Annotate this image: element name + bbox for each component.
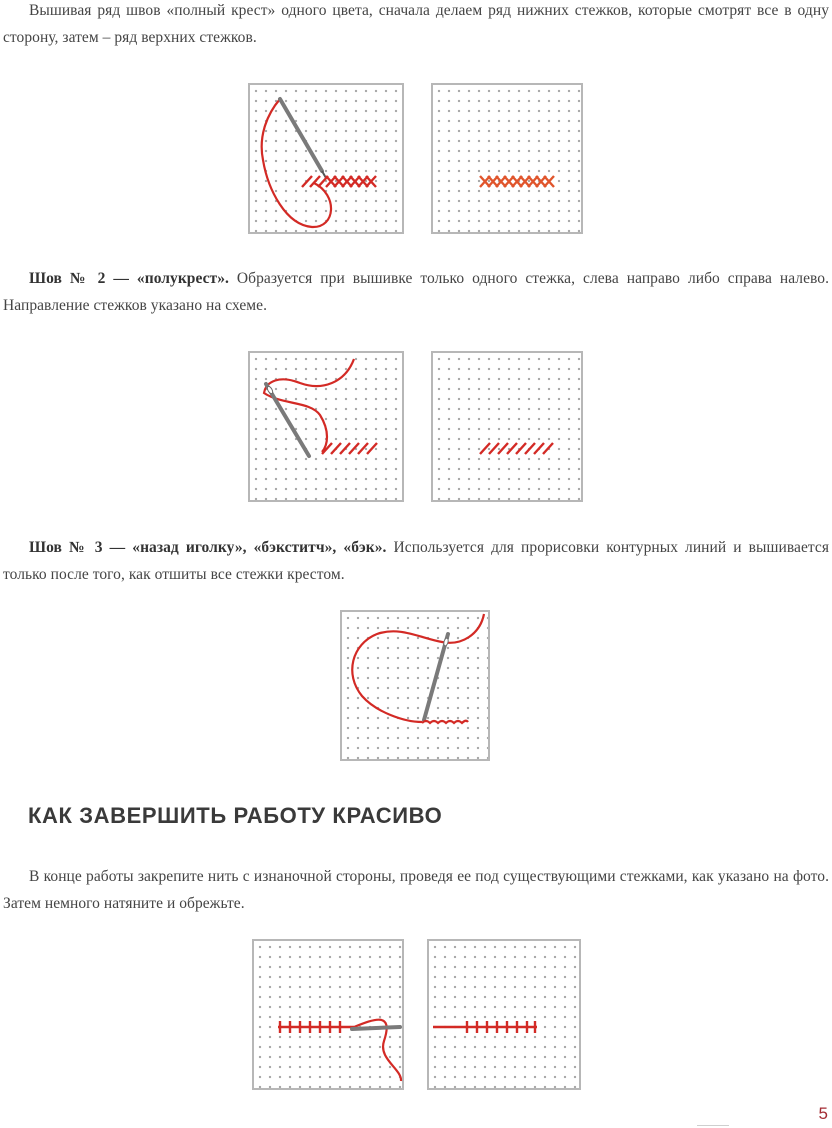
stitch3-title: Шов № 3 — «назад иголку», «бэкститч», «бэк». bbox=[29, 539, 387, 556]
finishing-step-illustration bbox=[254, 941, 406, 1092]
needle-icon bbox=[266, 384, 309, 456]
half-cross-result-diagram bbox=[431, 351, 583, 502]
needle-eye bbox=[443, 638, 449, 647]
finishing-result-illustration bbox=[429, 941, 583, 1092]
finishing-result-diagram bbox=[427, 939, 581, 1090]
half-cross-step-illustration bbox=[250, 353, 406, 504]
vertical-stitches bbox=[280, 1021, 340, 1033]
half-stitches bbox=[480, 443, 553, 454]
backstitch-row bbox=[422, 721, 468, 723]
full-cross-result-diagram bbox=[431, 83, 583, 234]
finish-paragraph bbox=[3, 863, 829, 917]
backstitch-illustration bbox=[342, 612, 492, 763]
backstitch-diagram bbox=[340, 610, 490, 761]
finishing-step-diagram bbox=[252, 939, 404, 1090]
section-heading: КАК ЗАВЕРШИТЬ РАБОТУ КРАСИВО bbox=[28, 803, 443, 828]
full-cross-step-illustration bbox=[250, 85, 406, 236]
needle-eye bbox=[266, 386, 273, 395]
half-cross-result-illustration bbox=[433, 353, 585, 504]
intro-paragraph bbox=[3, 0, 829, 51]
intro-text: Вышивая ряд швов «полный крест» одного цвета, сначала делаем ряд нижних стежков, которые смотрят все в одну сторону, затем – ряд верхних стежков. bbox=[3, 2, 829, 46]
half-cross-step-diagram bbox=[248, 351, 404, 502]
stitch3-text: Используется для прорисовки контурных линий и вышивается только после того, как отшиты все стежки крестом. bbox=[3, 539, 829, 583]
stitch2-paragraph bbox=[3, 265, 829, 319]
full-cross-result-illustration bbox=[433, 85, 585, 236]
needle-icon bbox=[424, 634, 448, 720]
footer-rule bbox=[697, 1125, 729, 1126]
half-stitches bbox=[322, 443, 377, 454]
needle-icon bbox=[352, 1027, 400, 1029]
thread-line bbox=[262, 99, 331, 227]
finish-text: В конце работы закрепите нить с изнаночной стороны, проведя ее под существующими стежками, как указано на фото. Затем немного натяните и обрежьте. bbox=[3, 868, 829, 912]
finished-crosses bbox=[480, 176, 554, 187]
stitch3-paragraph bbox=[3, 534, 829, 588]
page-number: 5 bbox=[818, 1104, 828, 1123]
thread-line bbox=[352, 614, 484, 722]
stitch2-text: Образуется при вышивке только одного стежка, слева направо либо справа налево. Направление стежков указано на схеме. bbox=[3, 270, 829, 314]
needle-icon bbox=[280, 99, 322, 171]
stitch2-title: Шов № 2 — «полукрест». bbox=[29, 270, 229, 287]
full-cross-step-diagram bbox=[248, 83, 404, 234]
